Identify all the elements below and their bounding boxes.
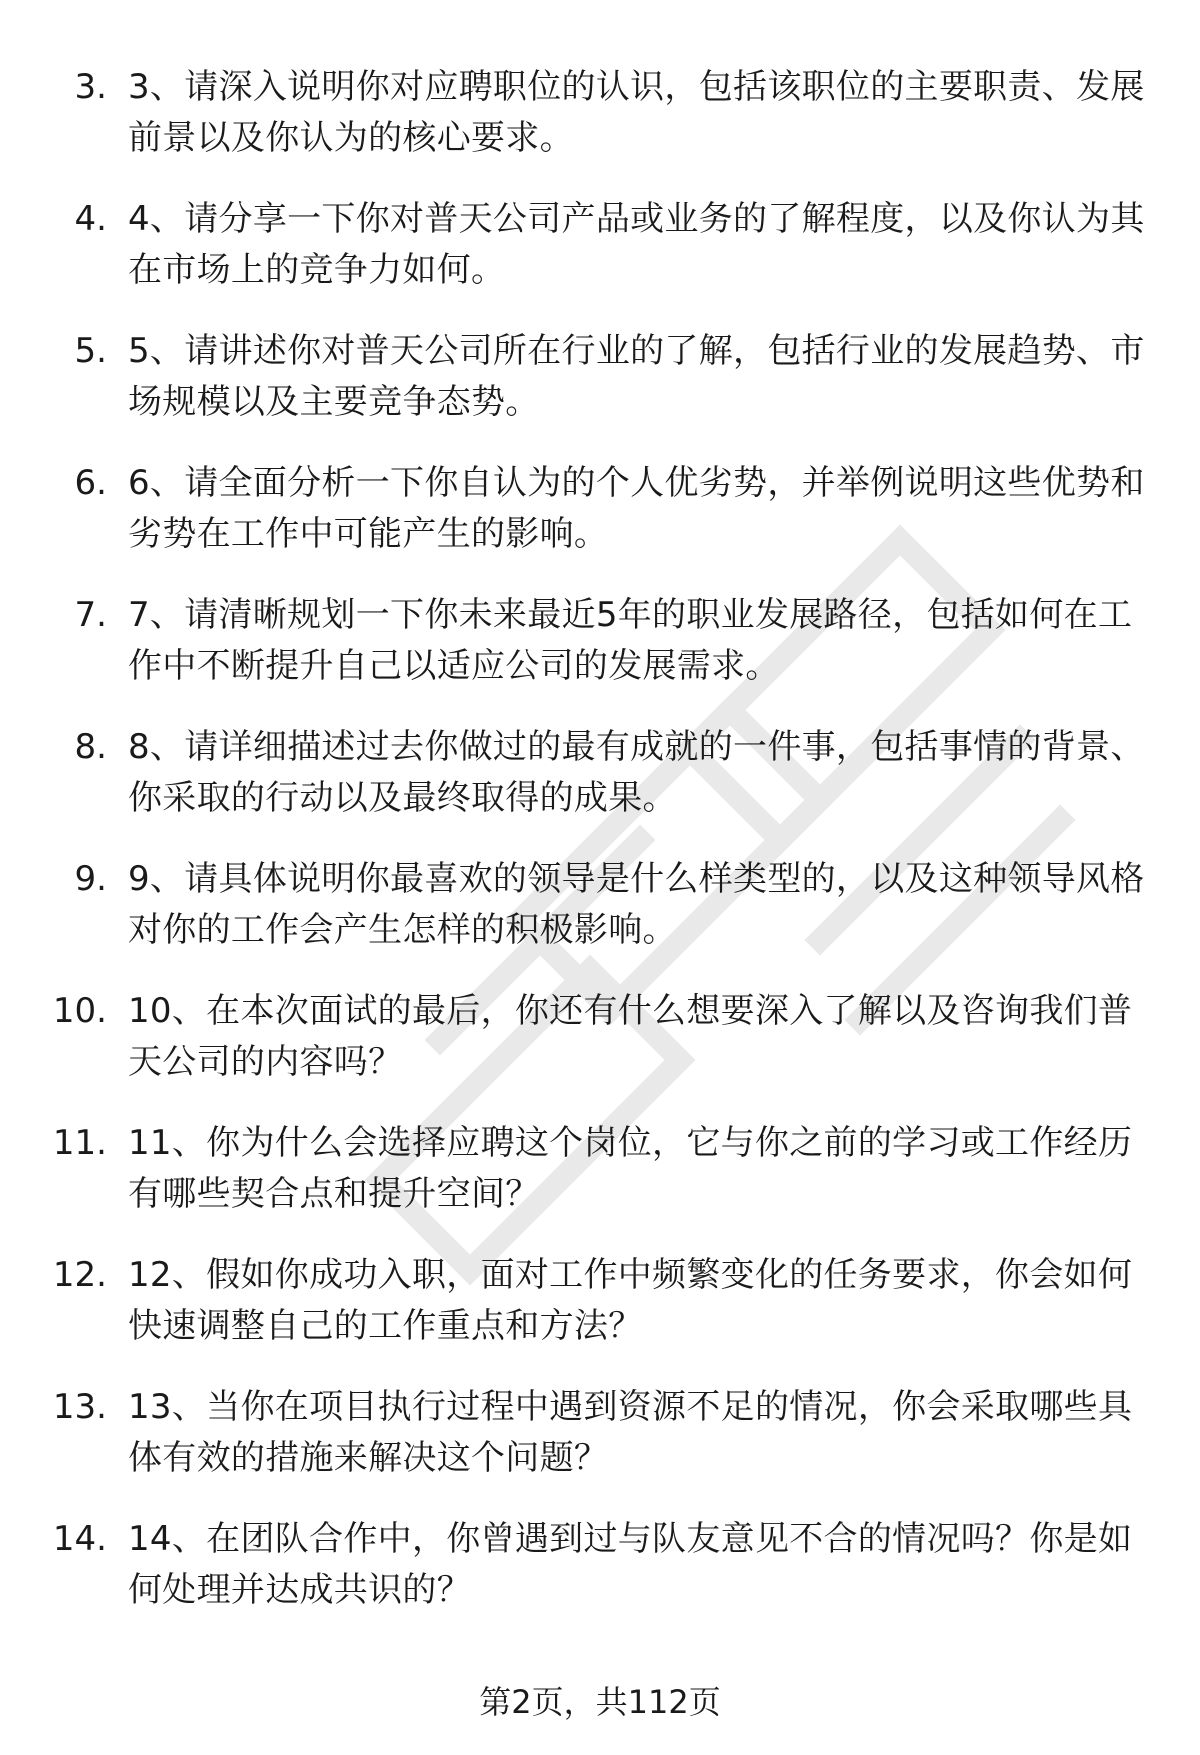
list-item-text: 10、在本次面试的最后，你还有什么想要深入了解以及咨询我们普天公司的内容吗？: [128, 991, 1133, 1082]
list-item-text: 4、请分享一下你对普天公司产品或业务的了解程度，以及你认为其在市场上的竞争力如何。: [128, 199, 1145, 290]
list-item-number: 7.: [74, 595, 107, 635]
list-item-number: 10.: [52, 991, 107, 1031]
list-item: [0, 1250, 1200, 1382]
question-list: [0, 62, 1200, 1646]
list-item: [0, 854, 1200, 986]
list-item: [0, 986, 1200, 1118]
list-item-number: 9.: [74, 859, 107, 899]
list-item-text: 12、假如你成功入职，面对工作中频繁变化的任务要求，你会如何快速调整自己的工作重点和方法？: [128, 1255, 1133, 1346]
list-item-number: 6.: [74, 463, 107, 503]
list-item: [0, 1382, 1200, 1514]
list-item-text: 5、请讲述你对普天公司所在行业的了解，包括行业的发展趋势、市场规模以及主要竞争态势。: [128, 331, 1145, 422]
list-item-number: 11.: [52, 1123, 107, 1163]
list-item-number: 3.: [74, 67, 107, 107]
list-item: [0, 1514, 1200, 1646]
list-item-number: 12.: [52, 1255, 107, 1295]
list-item: [0, 722, 1200, 854]
list-item-number: 8.: [74, 727, 107, 767]
list-item: [0, 326, 1200, 458]
page-number-footer: 第2页，共112页: [479, 1683, 721, 1721]
list-item-number: 4.: [74, 199, 107, 239]
list-item: [0, 458, 1200, 590]
list-item-number: 13.: [52, 1387, 107, 1427]
list-item-text: 8、请详细描述过去你做过的最有成就的一件事，包括事情的背景、你采取的行动以及最终取得的成果。: [128, 727, 1145, 818]
list-item: [0, 1118, 1200, 1250]
list-item-text: 6、请全面分析一下你自认为的个人优劣势，并举例说明这些优势和劣势在工作中可能产生的影响。: [128, 463, 1145, 554]
list-item-text: 9、请具体说明你最喜欢的领导是什么样类型的，以及这种领导风格对你的工作会产生怎样的积极影响。: [128, 859, 1145, 950]
list-item: [0, 194, 1200, 326]
list-item-text: 14、在团队合作中，你曾遇到过与队友意见不合的情况吗？你是如何处理并达成共识的？: [128, 1519, 1133, 1610]
list-item-number: 5.: [74, 331, 107, 371]
list-item-text: 3、请深入说明你对应聘职位的认识，包括该职位的主要职责、发展前景以及你认为的核心要求。: [128, 67, 1145, 158]
list-item: [0, 590, 1200, 722]
list-item-text: 11、你为什么会选择应聘这个岗位，它与你之前的学习或工作经历有哪些契合点和提升空间？: [128, 1123, 1133, 1214]
list-item-text: 13、当你在项目执行过程中遇到资源不足的情况，你会采取哪些具体有效的措施来解决这个问题？: [128, 1387, 1133, 1478]
list-item-text: 7、请清晰规划一下你未来最近5年的职业发展路径，包括如何在工作中不断提升自己以适应公司的发展需求。: [128, 595, 1133, 686]
list-item-number: 14.: [52, 1519, 107, 1559]
list-item: [0, 62, 1200, 194]
